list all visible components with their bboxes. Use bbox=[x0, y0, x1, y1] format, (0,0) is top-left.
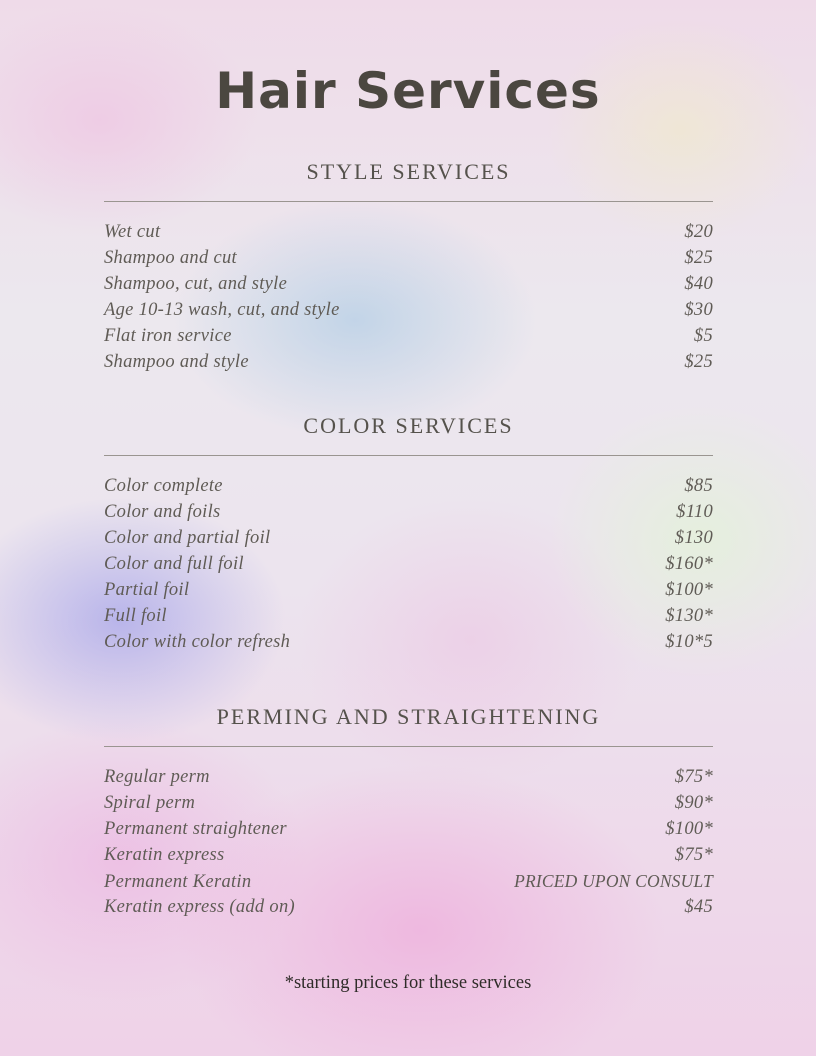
service-name: Color complete bbox=[104, 476, 223, 496]
service-price: $30 bbox=[684, 300, 713, 320]
section-perming-straightening bbox=[104, 702, 713, 920]
service-price: $130 bbox=[674, 528, 713, 548]
section-style-services bbox=[104, 157, 713, 375]
service-name: Shampoo, cut, and style bbox=[104, 274, 288, 294]
service-name: Keratin express bbox=[104, 845, 225, 865]
service-name: Color and partial foil bbox=[104, 528, 271, 548]
service-name: Keratin express (add on) bbox=[104, 897, 295, 917]
service-name: Color with color refresh bbox=[104, 632, 291, 652]
service-name: Shampoo and cut bbox=[104, 248, 237, 268]
section-heading: COLOR SERVICES bbox=[303, 413, 514, 438]
service-name: Color and foils bbox=[104, 502, 221, 522]
service-price: $85 bbox=[684, 476, 713, 496]
service-price: $100* bbox=[665, 580, 713, 600]
section-divider bbox=[104, 746, 713, 747]
service-row bbox=[104, 894, 713, 920]
service-price: $40 bbox=[684, 274, 713, 294]
service-row bbox=[104, 271, 713, 297]
section-heading: PERMING AND STRAIGHTENING bbox=[216, 704, 601, 729]
service-name: Full foil bbox=[104, 606, 167, 626]
service-row bbox=[104, 764, 713, 790]
service-price: $45 bbox=[684, 897, 713, 917]
page-title: Hair Services bbox=[215, 62, 601, 120]
service-price: $110 bbox=[676, 502, 713, 522]
service-name: Spiral perm bbox=[104, 793, 196, 813]
service-price: $160* bbox=[665, 554, 713, 574]
service-row bbox=[104, 790, 713, 816]
footnote: *starting prices for these services bbox=[284, 973, 532, 993]
service-name: Wet cut bbox=[104, 222, 161, 242]
section-heading: STYLE SERVICES bbox=[306, 159, 511, 184]
service-row bbox=[104, 323, 713, 349]
service-row bbox=[104, 245, 713, 271]
service-row bbox=[104, 603, 713, 629]
service-price: $75* bbox=[674, 845, 713, 865]
service-row bbox=[104, 842, 713, 868]
section-divider bbox=[104, 201, 713, 202]
service-price: $25 bbox=[684, 352, 713, 372]
service-row bbox=[104, 551, 713, 577]
service-row bbox=[104, 473, 713, 499]
service-price: $10*5 bbox=[665, 632, 713, 652]
service-price: PRICED UPON CONSULT bbox=[514, 871, 713, 891]
service-price: $90* bbox=[674, 793, 713, 813]
service-name: Color and full foil bbox=[104, 554, 244, 574]
section-divider bbox=[104, 455, 713, 456]
service-row bbox=[104, 816, 713, 842]
service-name: Permanent Keratin bbox=[104, 872, 252, 892]
service-price: $25 bbox=[684, 248, 713, 268]
service-row bbox=[104, 349, 713, 375]
service-row bbox=[104, 525, 713, 551]
service-row bbox=[104, 219, 713, 245]
service-name: Regular perm bbox=[104, 767, 210, 787]
service-row bbox=[104, 499, 713, 525]
service-row bbox=[104, 297, 713, 323]
service-price: $100* bbox=[665, 819, 713, 839]
service-name: Shampoo and style bbox=[104, 352, 249, 372]
service-price: $20 bbox=[684, 222, 713, 242]
service-row bbox=[104, 868, 713, 894]
service-price: $130* bbox=[665, 606, 713, 626]
service-name: Flat iron service bbox=[104, 326, 232, 346]
service-price: $5 bbox=[693, 326, 713, 346]
section-color-services bbox=[104, 411, 713, 655]
service-name: Permanent straightener bbox=[104, 819, 287, 839]
service-row bbox=[104, 629, 713, 655]
service-price: $75* bbox=[674, 767, 713, 787]
service-name: Age 10-13 wash, cut, and style bbox=[104, 300, 340, 320]
service-name: Partial foil bbox=[104, 580, 190, 600]
service-row bbox=[104, 577, 713, 603]
